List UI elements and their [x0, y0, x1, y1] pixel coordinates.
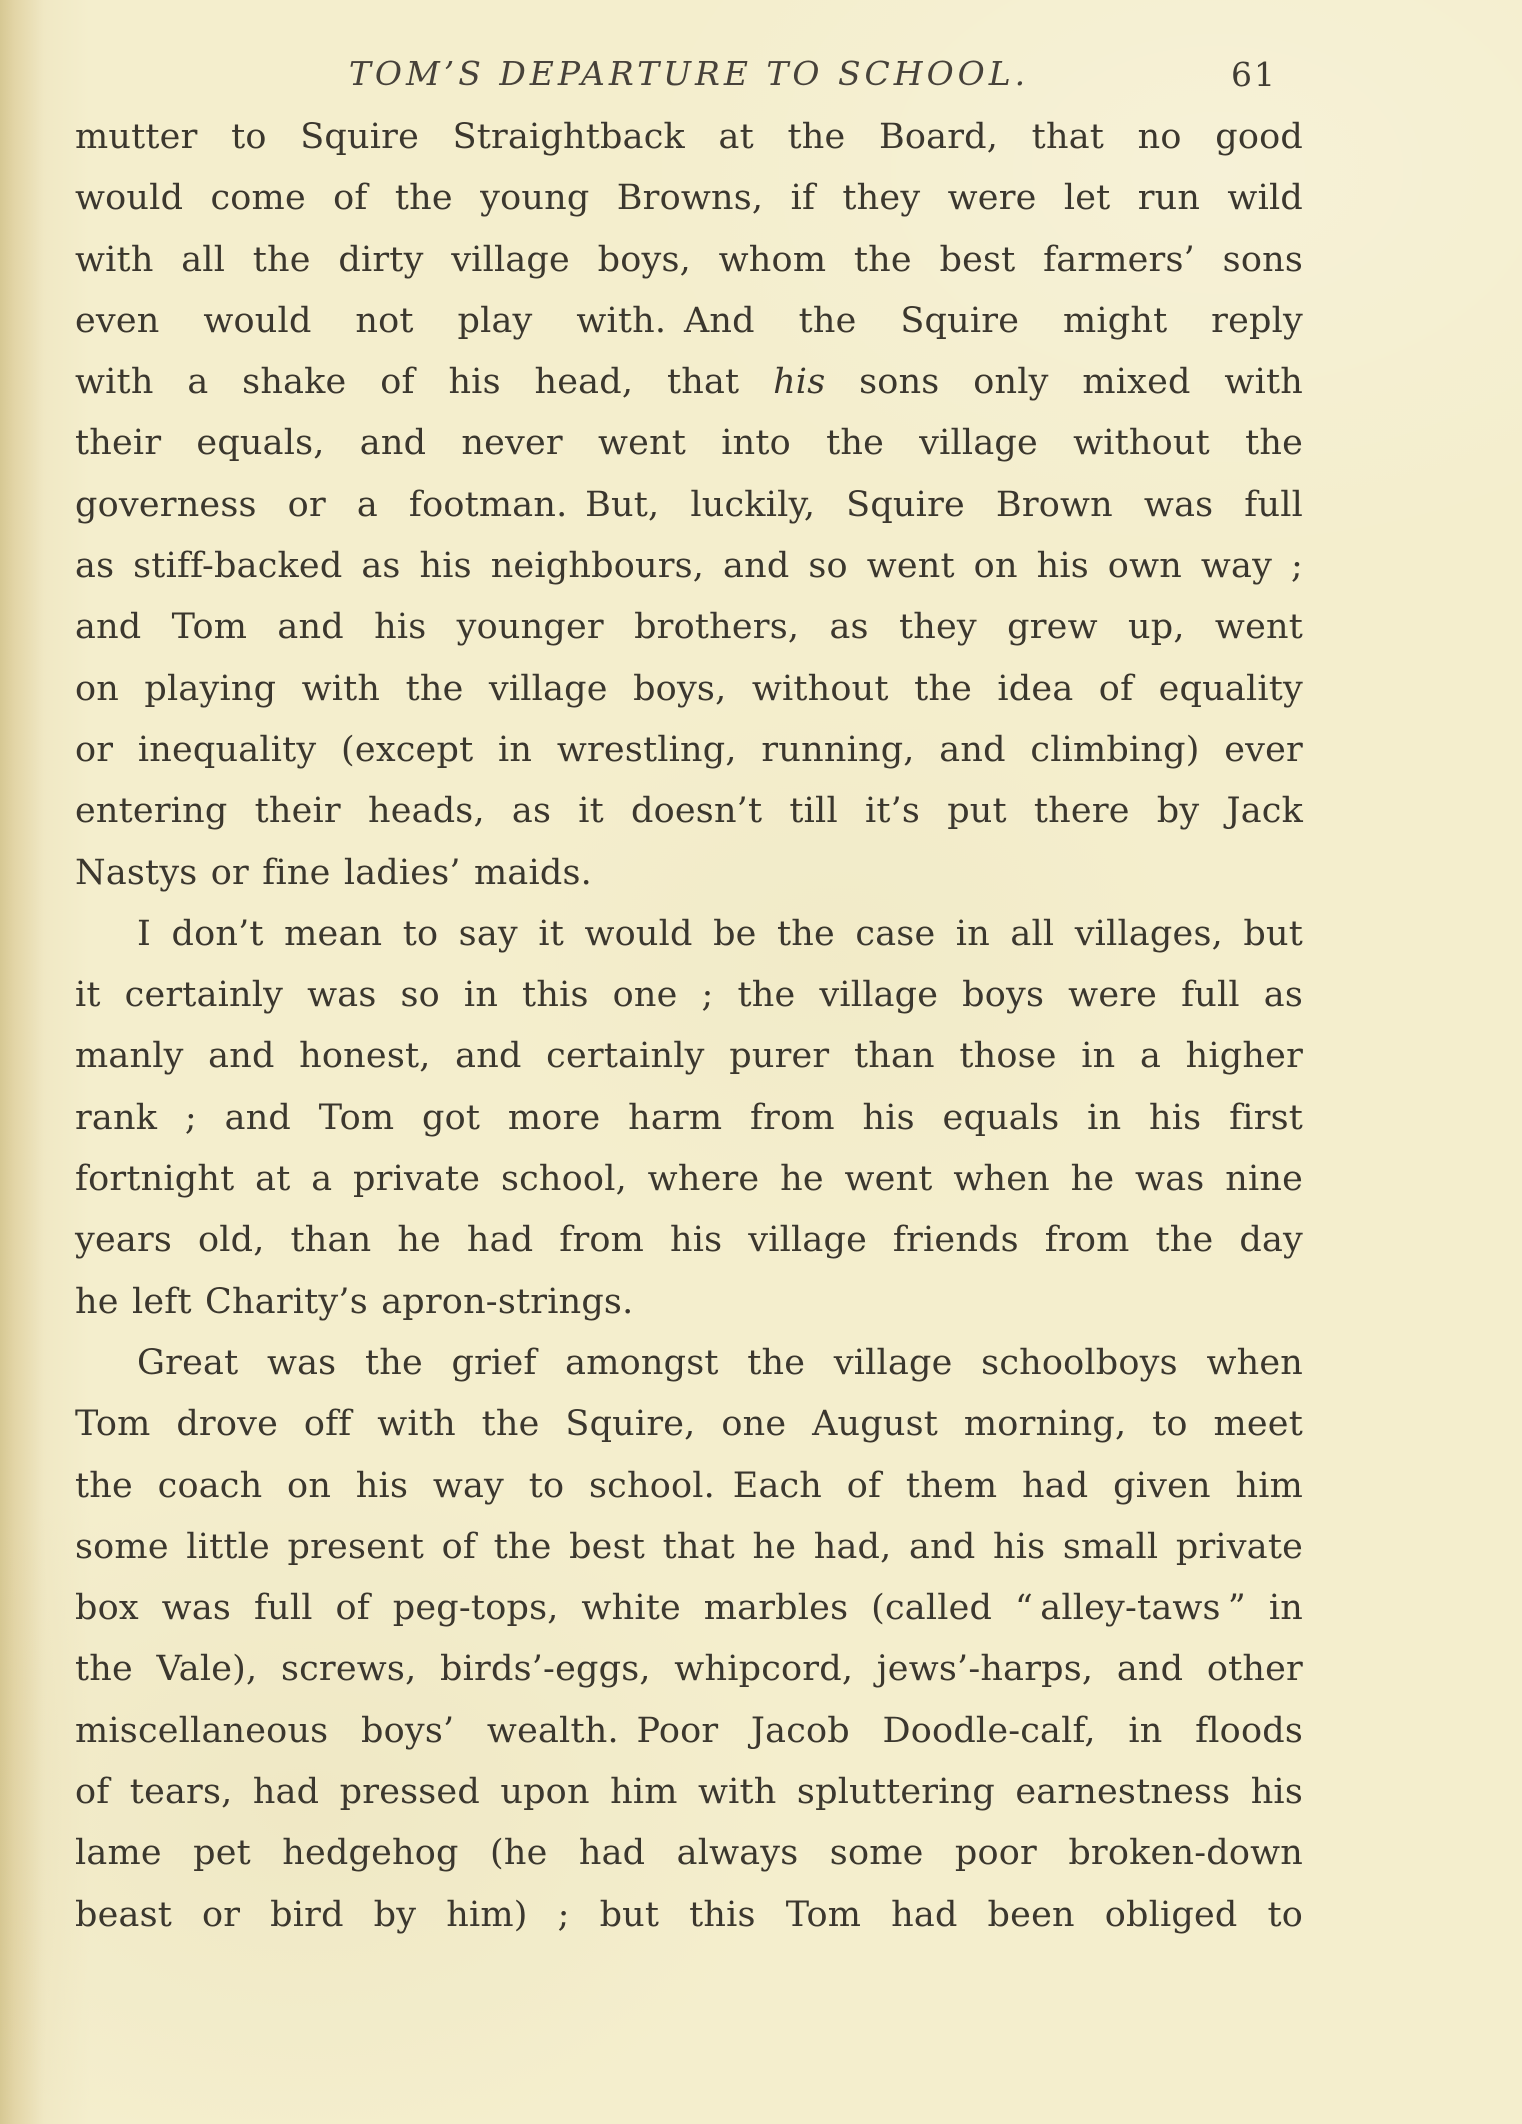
text-line [75, 1210, 1303, 1271]
text-segment: as stiff-backed as his neighbours, and so went on his own way ; [75, 546, 1303, 587]
text-line [75, 1272, 1303, 1333]
text-line [75, 1639, 1303, 1700]
text-line [75, 352, 1303, 413]
text-segment: would come of the young Browns, if they were let run wild [75, 178, 1303, 219]
text-line [75, 597, 1303, 658]
running-header-title: TOM’S DEPARTURE TO SCHOOL. [348, 54, 1030, 93]
text-segment: manly and honest, and certainly purer than those in a higher [75, 1036, 1303, 1077]
text-segment: their equals, and never went into the village without the [75, 423, 1303, 464]
text-line [75, 536, 1303, 597]
text-segment: beast or bird by him) ; but this Tom had been obliged to [75, 1894, 1303, 1935]
text-line [75, 475, 1303, 536]
text-segment: rank ; and Tom got more harm from his equals in his first [75, 1097, 1303, 1138]
text-segment: of tears, had pressed upon him with spluttering earnestness his [75, 1772, 1303, 1813]
text-line [75, 781, 1303, 842]
text-segment: even would not play with. And the Squire might reply [75, 300, 1303, 341]
text-line [75, 1701, 1303, 1762]
text-segment: box was full of peg-tops, white marbles (called “ alley-taws ” in [75, 1588, 1303, 1629]
text-segment: mutter to Squire Straightback at the Board, that no good [75, 117, 1303, 157]
text-line [75, 720, 1303, 781]
text-line [75, 230, 1303, 291]
text-segment: years old, than he had from his village friends from the day [75, 1220, 1303, 1261]
text-segment: he left Charity’s apron-strings. [75, 1281, 634, 1322]
text-segment: it certainly was so in this one ; the village boys were full as [75, 975, 1303, 1016]
text-segment: some little present of the best that he had, and his small private [75, 1526, 1303, 1567]
text-line [75, 904, 1303, 965]
page-header [75, 54, 1303, 100]
text-segment: fortnight at a private school, where he went when he was nine [75, 1159, 1303, 1200]
text-line [75, 1456, 1303, 1517]
text-segment: and Tom and his younger brothers, as they grew up, went [75, 607, 1303, 648]
text-line [75, 1026, 1303, 1087]
text-line [75, 1333, 1303, 1394]
text-segment: with all the dirty village boys, whom the best farmers’ sons [75, 239, 1303, 280]
text-line [75, 659, 1303, 720]
text-line [75, 965, 1303, 1026]
page-number: 61 [1231, 55, 1277, 94]
text-segment: I don’t mean to say it would be the case in all villages, but [137, 913, 1303, 954]
text-segment: miscellaneous boys’ wealth. Poor Jacob Doodle-calf, in floods [75, 1710, 1303, 1751]
text-line [75, 843, 1303, 904]
text-segment: lame pet hedgehog (he had always some poor broken-down [75, 1833, 1303, 1874]
text-segment: or inequality (except in wrestling, running, and climbing) ever [75, 729, 1303, 770]
text-segment: governess or a footman. But, luckily, Squire Brown was full [75, 484, 1303, 525]
text-segment: sons only mixed with [825, 362, 1303, 403]
text-line [75, 1823, 1303, 1884]
text-line [75, 1088, 1303, 1149]
text-segment: Tom drove off with the Squire, one August morning, to meet [75, 1404, 1303, 1445]
page-left-edge-shading [0, 0, 46, 2124]
text-line [75, 1394, 1303, 1455]
text-line [75, 1762, 1303, 1823]
text-line [75, 1578, 1303, 1639]
italic-text-segment: his [773, 362, 826, 403]
text-segment: Great was the grief amongst the village schoolboys when [137, 1342, 1303, 1383]
text-segment: entering their heads, as it doesn’t till it’s put there by Jack [75, 791, 1303, 832]
body-text-block [75, 107, 1303, 1946]
text-segment: with a shake of his head, that [75, 362, 774, 403]
text-line [75, 413, 1303, 474]
text-line [75, 168, 1303, 229]
text-line [75, 1517, 1303, 1578]
text-segment: on playing with the village boys, without the idea of equality [75, 668, 1303, 709]
text-line [75, 1885, 1303, 1946]
text-line [75, 291, 1303, 352]
text-line [75, 107, 1303, 168]
text-segment: the Vale), screws, birds’-eggs, whipcord, jews’-harps, and other [75, 1649, 1303, 1690]
text-segment: Nastys or fine ladies’ maids. [75, 852, 592, 893]
text-line [75, 1149, 1303, 1210]
text-segment: the coach on his way to school. Each of them had given him [75, 1465, 1303, 1506]
